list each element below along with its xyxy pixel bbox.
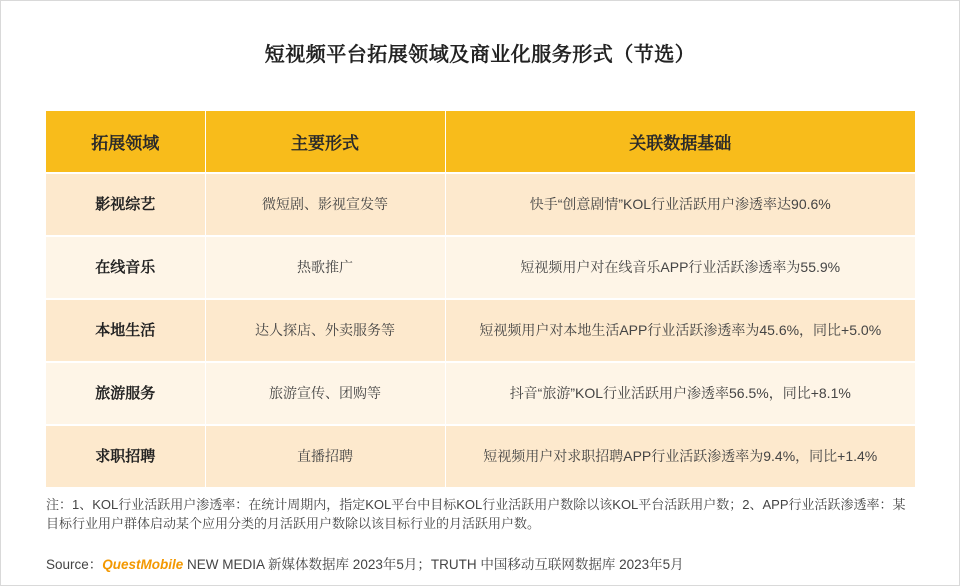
cell-data-basis: 短视频用户对本地生活APP行业活跃渗透率为45.6%，同比+5.0% [445, 299, 915, 362]
cell-form: 达人探店、外卖服务等 [205, 299, 445, 362]
footnote: 注：1、KOL行业活跃用户渗透率：在统计周期内，指定KOL平台中目标KOL行业活跃用户数除以该KOL平台活跃用户数；2、APP行业活跃渗透率：某目标行业用户群体启动某个应用分类的月活跃用户数除以该目标行业的月活跃用户数。 [46, 497, 906, 531]
table-row [46, 236, 915, 299]
expansion-table [46, 111, 915, 487]
cell-data-basis: 短视频用户对在线音乐APP行业活跃渗透率为55.9% [445, 236, 915, 299]
cell-domain: 求职招聘 [46, 425, 205, 487]
table-row [46, 173, 915, 236]
cell-domain: 在线音乐 [46, 236, 205, 299]
source-line [46, 553, 684, 573]
header-form: 主要形式 [205, 111, 445, 173]
header-data-basis: 关联数据基础 [445, 111, 915, 173]
cell-data-basis: 短视频用户对求职招聘APP行业活跃渗透率为9.4%，同比+1.4% [445, 425, 915, 487]
source-label: Source： [46, 557, 103, 572]
source-text: NEW MEDIA 新媒体数据库 2023年5月；TRUTH 中国移动互联网数据库 2023年5月 [183, 557, 684, 572]
cell-domain: 旅游服务 [46, 362, 205, 425]
cell-domain: 本地生活 [46, 299, 205, 362]
table-row [46, 299, 915, 362]
table-header-row [46, 111, 915, 173]
cell-domain: 影视综艺 [46, 173, 205, 236]
table-row [46, 425, 915, 487]
table-row [46, 362, 915, 425]
cell-form: 微短剧、影视宣发等 [205, 173, 445, 236]
page-title: 短视频平台拓展领域及商业化服务形式（节选） [264, 44, 696, 66]
brand-logo-text: QuestMobile [102, 557, 184, 572]
cell-form: 旅游宣传、团购等 [205, 362, 445, 425]
cell-form: 热歌推广 [205, 236, 445, 299]
cell-form: 直播招聘 [205, 425, 445, 487]
cell-data-basis: 快手“创意剧情”KOL行业活跃用户渗透率达90.6% [445, 173, 915, 236]
cell-data-basis: 抖音“旅游”KOL行业活跃用户渗透率56.5%，同比+8.1% [445, 362, 915, 425]
header-domain: 拓展领域 [46, 111, 205, 173]
